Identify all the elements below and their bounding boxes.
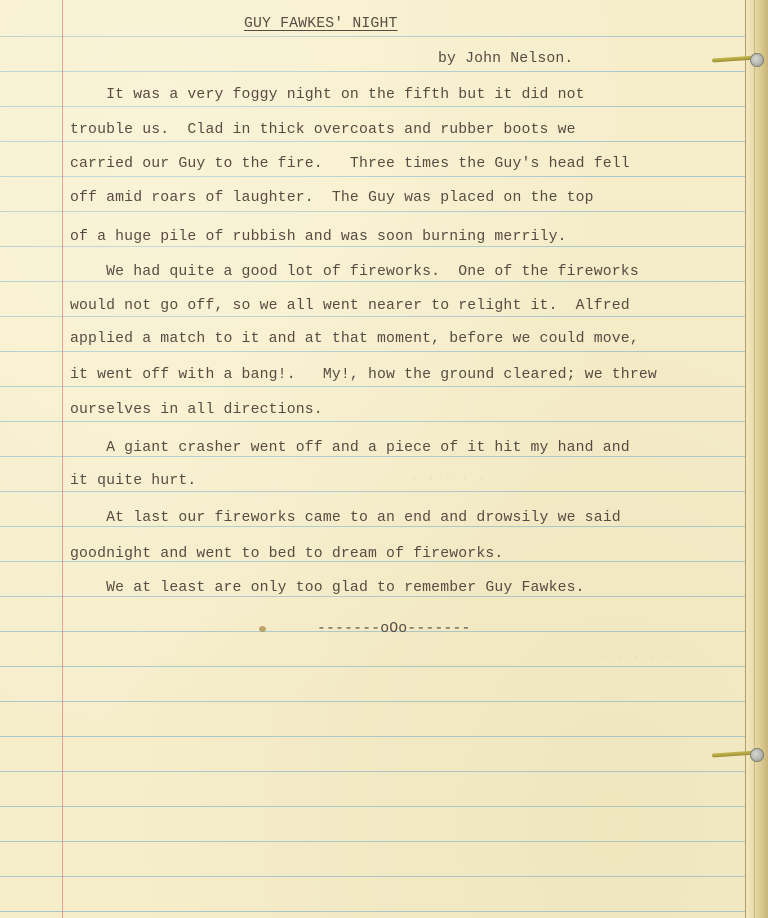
- body-line: We had quite a good lot of fireworks. One of the fireworks: [70, 264, 639, 280]
- body-line: We at least are only too glad to remember Guy Fawkes.: [70, 580, 585, 596]
- body-line: off amid roars of laughter. The Guy was placed on the top: [70, 190, 594, 206]
- body-line: ourselves in all directions.: [70, 402, 323, 418]
- body-line: applied a match to it and at that moment, before we could move,: [70, 331, 639, 347]
- ink-spot: [259, 626, 266, 632]
- body-line: would not go off, so we all went nearer to relight it. Alfred: [70, 298, 630, 314]
- body-line: At last our fireworks came to an end and drowsily we said: [70, 510, 621, 526]
- show-through-text: . . . . .: [598, 648, 674, 664]
- body-line: it went off with a bang!. My!, how the ground cleared; we threw: [70, 367, 657, 383]
- body-line: goodnight and went to bed to dream of fireworks.: [70, 546, 504, 562]
- document-title: GUY FAWKES' NIGHT: [244, 16, 398, 32]
- section-divider: -------oOo-------: [317, 621, 471, 637]
- body-line: It was a very foggy night on the fifth but it did not: [70, 87, 585, 103]
- body-line: of a huge pile of rubbish and was soon burning merrily.: [70, 229, 567, 245]
- body-line: carried our Guy to the fire. Three times the Guy's head fell: [70, 156, 630, 172]
- author-byline: by John Nelson.: [438, 51, 574, 67]
- body-line: it quite hurt.: [70, 473, 197, 489]
- body-line: A giant crasher went off and a piece of it hit my hand and: [70, 440, 630, 456]
- show-through-text: . . . . .: [410, 468, 486, 484]
- body-line: trouble us. Clad in thick overcoats and rubber boots we: [70, 122, 576, 138]
